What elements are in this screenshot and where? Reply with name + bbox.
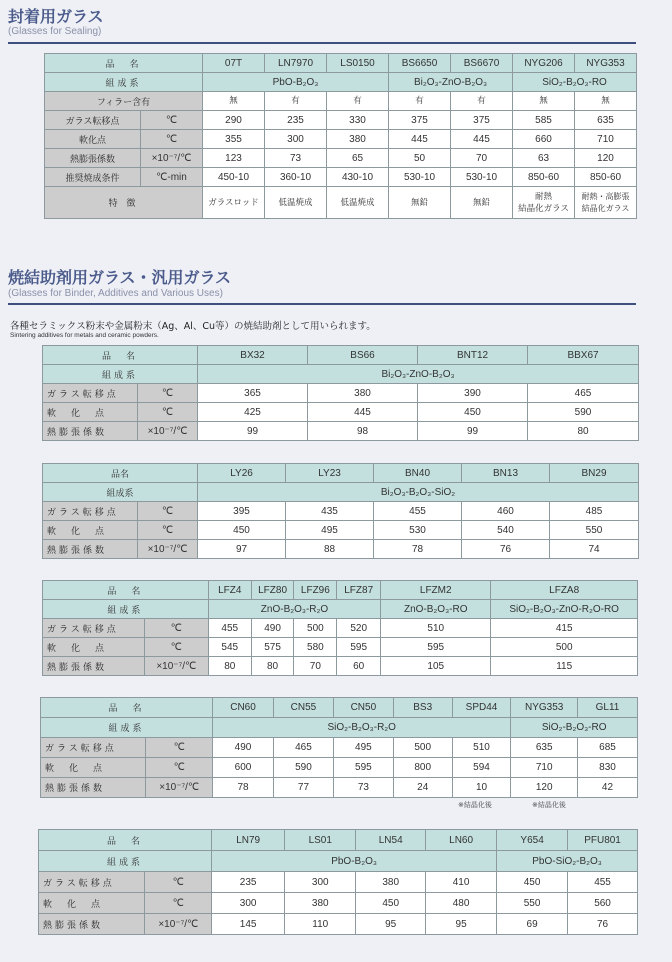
firing-value: 430-10	[327, 168, 389, 187]
expansion-value: 74	[550, 540, 639, 559]
tg-unit: ℃	[146, 738, 213, 758]
tg-value: 500	[294, 619, 337, 638]
composition-label: 組成系	[43, 600, 209, 619]
lead-borate-table	[38, 829, 638, 935]
tg-value: 415	[491, 619, 638, 638]
expansion-value: 95	[426, 914, 497, 935]
tg-value: 520	[337, 619, 381, 638]
expansion-value: 76	[462, 540, 550, 559]
section-title-binder: 焼結助剤用ガラス・汎用ガラス	[8, 268, 232, 287]
softening-value: 595	[333, 758, 393, 778]
expansion-value: 77	[274, 778, 334, 798]
softening-value: 600	[213, 758, 274, 778]
softening-row	[43, 521, 639, 540]
composition-row	[43, 483, 639, 502]
softening-label: 軟 化 点	[43, 403, 138, 422]
softening-value: 800	[393, 758, 452, 778]
product-row	[43, 346, 639, 365]
softening-value: 300	[212, 893, 285, 914]
composition-value: SiO₂-B₂O₃-ZnO-R₂O-RO	[491, 600, 638, 619]
feature-value: 耐熱・高膨張 結晶化ガラス	[575, 187, 637, 219]
features-label: 特 徴	[45, 187, 203, 219]
softening-unit: ℃	[146, 758, 213, 778]
product-name: PFU801	[568, 830, 638, 851]
feature-value: 低温焼成	[327, 187, 389, 219]
expansion-label: 熱膨張係数	[45, 149, 141, 168]
filler-value: 有	[327, 92, 389, 111]
expansion-value: 145	[212, 914, 285, 935]
product-name: SPD44	[452, 698, 511, 718]
feature-value: 耐熱 結晶化ガラス	[513, 187, 575, 219]
softening-value: 710	[511, 758, 578, 778]
softening-value: 530	[374, 521, 462, 540]
softening-value: 590	[274, 758, 334, 778]
product-name: CN55	[274, 698, 334, 718]
filler-label: フィラー含有	[45, 92, 203, 111]
product-name: LFZ87	[337, 581, 381, 600]
firing-unit: ℃-min	[141, 168, 203, 187]
softening-value: 660	[513, 130, 575, 149]
softening-value: 445	[451, 130, 513, 149]
softening-label: 軟 化 点	[41, 758, 146, 778]
expansion-label: 熱膨張係数	[43, 657, 145, 676]
tg-value: 490	[251, 619, 294, 638]
composition-value: ZnO-B₂O₃-R₂O	[208, 600, 380, 619]
feature-value: 低温焼成	[265, 187, 327, 219]
expansion-unit: ×10⁻⁷/℃	[138, 540, 198, 559]
product-name: LN54	[356, 830, 426, 851]
product-name: GL11	[577, 698, 637, 718]
tg-row	[39, 872, 638, 893]
expansion-label: 熱膨張係数	[43, 422, 138, 441]
product-name: BNT12	[418, 346, 528, 365]
intro-text-en: Sintering additives for metals and ceramic powders.	[10, 332, 159, 339]
softening-value: 595	[381, 638, 491, 657]
tg-value: 500	[393, 738, 452, 758]
composition-value: SiO₂-B₂O₃-R₂O	[213, 718, 511, 738]
tg-value: 455	[568, 872, 638, 893]
tg-unit: ℃	[144, 619, 208, 638]
composition-value: ZnO-B₂O₃-RO	[381, 600, 491, 619]
tg-row	[41, 738, 638, 758]
expansion-value: 80	[251, 657, 294, 676]
expansion-value: 80	[528, 422, 639, 441]
footnote-crystallized: ※結晶化後	[532, 801, 566, 809]
product-label: 品 名	[43, 346, 198, 365]
tg-value: 365	[198, 384, 308, 403]
expansion-row	[45, 149, 637, 168]
composition-value: SiO₂-B₂O₃-RO	[513, 73, 637, 92]
product-name: LN60	[426, 830, 497, 851]
firing-value: 850-60	[513, 168, 575, 187]
tg-unit: ℃	[138, 502, 198, 521]
softening-value: 380	[285, 893, 356, 914]
softening-unit: ℃	[141, 130, 203, 149]
tg-value: 490	[213, 738, 274, 758]
tg-value: 635	[511, 738, 578, 758]
tg-value: 510	[381, 619, 491, 638]
product-name: LFZ80	[251, 581, 294, 600]
product-name: BN40	[374, 464, 462, 483]
filler-value: 有	[451, 92, 513, 111]
product-name: NYG353	[511, 698, 578, 718]
composition-label: 組成系	[43, 365, 198, 384]
composition-label: 組成系	[45, 73, 203, 92]
softening-value: 590	[528, 403, 639, 422]
filler-value: 有	[265, 92, 327, 111]
softening-value: 550	[497, 893, 568, 914]
firing-row	[45, 168, 637, 187]
product-name: CN50	[333, 698, 393, 718]
product-name: BS66	[308, 346, 418, 365]
filler-row	[45, 92, 637, 111]
firing-value: 450-10	[203, 168, 265, 187]
softening-value: 710	[575, 130, 637, 149]
expansion-value: 99	[418, 422, 528, 441]
product-name: NYG353	[575, 54, 637, 73]
product-name: BS6670	[451, 54, 513, 73]
expansion-value: 98	[308, 422, 418, 441]
section-title-sealing: 封着用ガラス	[8, 7, 104, 26]
composition-value: SiO₂-B₂O₃-RO	[511, 718, 638, 738]
softening-value: 450	[418, 403, 528, 422]
firing-value: 360-10	[265, 168, 327, 187]
tg-value: 465	[274, 738, 334, 758]
expansion-value: 50	[389, 149, 451, 168]
tg-value: 410	[426, 872, 497, 893]
tg-row	[43, 619, 638, 638]
softening-value: 480	[426, 893, 497, 914]
tg-row	[43, 502, 639, 521]
tg-value: 510	[452, 738, 511, 758]
softening-value: 425	[198, 403, 308, 422]
composition-value: Bi₂O₃-B₂O₃-SiO₂	[198, 483, 639, 502]
softening-value: 540	[462, 521, 550, 540]
expansion-value: 95	[356, 914, 426, 935]
firing-value: 530-10	[451, 168, 513, 187]
softening-value: 300	[265, 130, 327, 149]
expansion-value: 60	[337, 657, 381, 676]
expansion-value: 115	[491, 657, 638, 676]
composition-label: 組成系	[41, 718, 213, 738]
expansion-row	[39, 914, 638, 935]
section-divider	[8, 303, 636, 305]
softening-row	[45, 130, 637, 149]
footnote-crystallized: ※結晶化後	[458, 801, 492, 809]
expansion-row	[41, 778, 638, 798]
product-name: BN29	[550, 464, 639, 483]
product-name: LFZA8	[491, 581, 638, 600]
expansion-value: 73	[333, 778, 393, 798]
expansion-value: 42	[577, 778, 637, 798]
tg-value: 460	[462, 502, 550, 521]
expansion-value: 69	[497, 914, 568, 935]
expansion-unit: ×10⁻⁷/℃	[146, 778, 213, 798]
tg-label: ガラス転移点	[43, 384, 138, 403]
expansion-value: 99	[198, 422, 308, 441]
tg-label: ガラス転移点	[41, 738, 146, 758]
softening-value: 355	[203, 130, 265, 149]
composition-value: Bi₂O₃-ZnO-B₂O₃	[198, 365, 639, 384]
filler-value: 有	[389, 92, 451, 111]
tg-value: 455	[374, 502, 462, 521]
product-row	[39, 830, 638, 851]
section-subtitle-sealing: (Glasses for Sealing)	[8, 26, 102, 37]
product-name: CN60	[213, 698, 274, 718]
product-name: BS3	[393, 698, 452, 718]
softening-label: 軟 化 点	[43, 638, 145, 657]
firing-value: 850-60	[575, 168, 637, 187]
composition-value: PbO-SiO₂-B₂O₃	[497, 851, 638, 872]
softening-value: 545	[208, 638, 251, 657]
expansion-label: 熱膨張係数	[43, 540, 138, 559]
tg-label: ガラス転移点	[45, 111, 141, 130]
tg-value: 635	[575, 111, 637, 130]
tg-value: 465	[528, 384, 639, 403]
product-name: LFZM2	[381, 581, 491, 600]
tg-value: 235	[265, 111, 327, 130]
tg-value: 455	[208, 619, 251, 638]
softening-value: 445	[308, 403, 418, 422]
composition-row	[39, 851, 638, 872]
composition-value: PbO-B₂O₃	[212, 851, 497, 872]
expansion-value: 63	[513, 149, 575, 168]
expansion-unit: ×10⁻⁷/℃	[141, 149, 203, 168]
intro-text-jp: 各種セラミックス粉末や金属粉末（Ag、Al、Cu等）の焼結助剤として用いられます。	[10, 321, 376, 332]
tg-unit: ℃	[138, 384, 198, 403]
composition-row	[45, 73, 637, 92]
tg-value: 485	[550, 502, 639, 521]
expansion-value: 120	[511, 778, 578, 798]
tg-value: 390	[418, 384, 528, 403]
expansion-value: 97	[198, 540, 286, 559]
softening-value: 830	[577, 758, 637, 778]
softening-label: 軟 化 点	[43, 521, 138, 540]
product-name: BX32	[198, 346, 308, 365]
product-name: BN13	[462, 464, 550, 483]
expansion-value: 70	[451, 149, 513, 168]
product-label: 品名	[43, 464, 198, 483]
composition-row	[43, 600, 638, 619]
softening-value: 575	[251, 638, 294, 657]
expansion-value: 120	[575, 149, 637, 168]
tg-value: 450	[497, 872, 568, 893]
product-label: 品 名	[45, 54, 203, 73]
softening-value: 594	[452, 758, 511, 778]
firing-value: 530-10	[389, 168, 451, 187]
product-row	[43, 464, 639, 483]
expansion-row	[43, 422, 639, 441]
section-subtitle-binder: (Glasses for Binder, Additives and Various Uses)	[8, 288, 223, 299]
tg-value: 395	[198, 502, 286, 521]
firing-label: 推奨焼成条件	[45, 168, 141, 187]
expansion-value: 70	[294, 657, 337, 676]
composition-row	[41, 718, 638, 738]
softening-label: 軟 化 点	[39, 893, 145, 914]
softening-value: 495	[286, 521, 374, 540]
product-name: LY26	[198, 464, 286, 483]
expansion-value: 10	[452, 778, 511, 798]
product-label: 品 名	[41, 698, 213, 718]
expansion-value: 88	[286, 540, 374, 559]
tg-value: 585	[513, 111, 575, 130]
filler-value: 無	[513, 92, 575, 111]
feature-value: 無鉛	[451, 187, 513, 219]
softening-value: 445	[389, 130, 451, 149]
expansion-value: 78	[374, 540, 462, 559]
section-divider	[8, 42, 636, 44]
tg-label: ガラス転移点	[39, 872, 145, 893]
bismuth-zinc-table	[42, 345, 639, 441]
softening-unit: ℃	[144, 638, 208, 657]
product-name: LS0150	[327, 54, 389, 73]
tg-row	[43, 384, 639, 403]
features-row	[45, 187, 637, 219]
tg-value: 290	[203, 111, 265, 130]
expansion-value: 76	[568, 914, 638, 935]
composition-value: Bi₂O₃-ZnO-B₂O₃	[389, 73, 513, 92]
expansion-value: 80	[208, 657, 251, 676]
product-name: LY23	[286, 464, 374, 483]
expansion-unit: ×10⁻⁷/℃	[138, 422, 198, 441]
composition-label: 組成系	[39, 851, 212, 872]
tg-value: 235	[212, 872, 285, 893]
tg-row	[45, 111, 637, 130]
expansion-value: 78	[213, 778, 274, 798]
bismuth-silica-table	[42, 463, 639, 559]
softening-value: 500	[491, 638, 638, 657]
softening-value: 580	[294, 638, 337, 657]
expansion-row	[43, 657, 638, 676]
expansion-value: 24	[393, 778, 452, 798]
composition-row	[43, 365, 639, 384]
expansion-value: 105	[381, 657, 491, 676]
softening-unit: ℃	[145, 893, 212, 914]
silica-borate-table	[40, 697, 638, 798]
softening-label: 軟化点	[45, 130, 141, 149]
tg-value: 495	[333, 738, 393, 758]
tg-value: 380	[308, 384, 418, 403]
product-label: 品 名	[43, 581, 209, 600]
feature-value: 無鉛	[389, 187, 451, 219]
softening-value: 560	[568, 893, 638, 914]
product-row	[41, 698, 638, 718]
expansion-value: 65	[327, 149, 389, 168]
softening-row	[41, 758, 638, 778]
softening-value: 380	[327, 130, 389, 149]
feature-value: ガラスロッド	[203, 187, 265, 219]
tg-unit: ℃	[145, 872, 212, 893]
product-name: 07T	[203, 54, 265, 73]
filler-value: 無	[203, 92, 265, 111]
product-name: BBX67	[528, 346, 639, 365]
zinc-borate-table	[42, 580, 638, 676]
expansion-value: 73	[265, 149, 327, 168]
product-row	[45, 54, 637, 73]
tg-value: 330	[327, 111, 389, 130]
tg-value: 375	[389, 111, 451, 130]
product-name: LFZ4	[208, 581, 251, 600]
softening-value: 595	[337, 638, 381, 657]
tg-label: ガラス転移点	[43, 502, 138, 521]
softening-row	[43, 403, 639, 422]
product-name: LN79	[212, 830, 285, 851]
product-row	[43, 581, 638, 600]
softening-row	[43, 638, 638, 657]
expansion-unit: ×10⁻⁷/℃	[144, 657, 208, 676]
softening-value: 450	[198, 521, 286, 540]
expansion-row	[43, 540, 639, 559]
softening-unit: ℃	[138, 521, 198, 540]
composition-value: PbO-B₂O₃	[203, 73, 389, 92]
tg-value: 380	[356, 872, 426, 893]
tg-value: 685	[577, 738, 637, 758]
composition-label: 組成系	[43, 483, 198, 502]
expansion-unit: ×10⁻⁷/℃	[145, 914, 212, 935]
product-label: 品 名	[39, 830, 212, 851]
product-name: NYG206	[513, 54, 575, 73]
tg-value: 435	[286, 502, 374, 521]
softening-row	[39, 893, 638, 914]
product-name: LFZ96	[294, 581, 337, 600]
softening-unit: ℃	[138, 403, 198, 422]
tg-value: 300	[285, 872, 356, 893]
sealing-glass-table	[44, 53, 637, 219]
product-name: Y654	[497, 830, 568, 851]
tg-label: ガラス転移点	[43, 619, 145, 638]
expansion-value: 123	[203, 149, 265, 168]
product-name: LN7970	[265, 54, 327, 73]
softening-value: 550	[550, 521, 639, 540]
product-name: BS6650	[389, 54, 451, 73]
expansion-value: 110	[285, 914, 356, 935]
softening-value: 450	[356, 893, 426, 914]
expansion-label: 熱膨張係数	[39, 914, 145, 935]
tg-value: 375	[451, 111, 513, 130]
filler-value: 無	[575, 92, 637, 111]
product-name: LS01	[285, 830, 356, 851]
tg-unit: ℃	[141, 111, 203, 130]
expansion-label: 熱膨張係数	[41, 778, 146, 798]
